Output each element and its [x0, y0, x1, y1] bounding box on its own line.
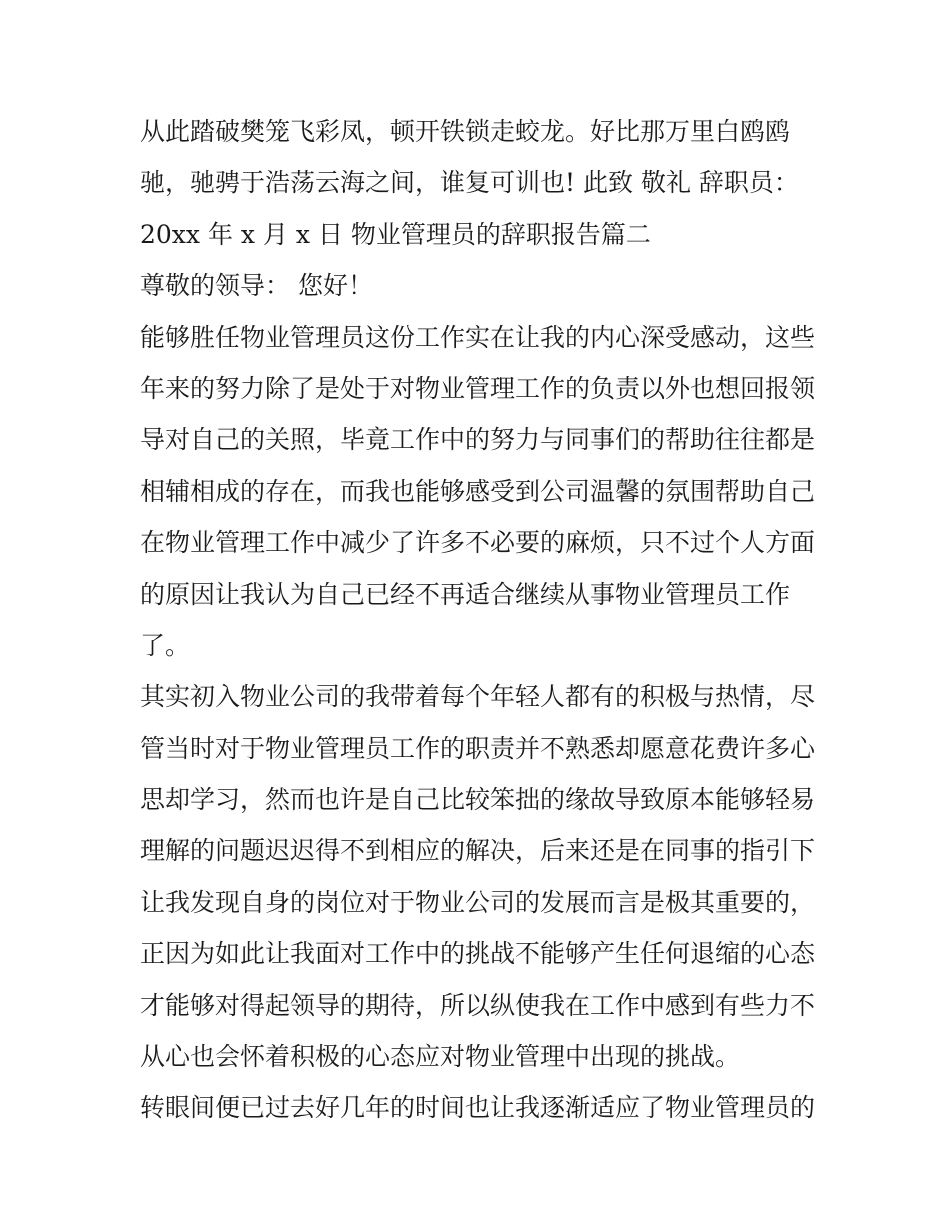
text-line: 从心也会怀着积极的心态应对物业管理中出现的挑战。 [140, 1042, 741, 1072]
text-line: 导对自己的关照，毕竟工作中的努力与同事们的帮助往往都是 [140, 425, 816, 455]
text-line: 了。 [140, 630, 191, 660]
text-line: 在物业管理工作中减少了许多不必要的麻烦，只不过个人方面 [140, 528, 816, 558]
salutation-line: 尊敬的领导： 您好！ [140, 271, 373, 301]
text-line: 从此踏破樊笼飞彩凤，顿开铁锁走蛟龙。好比那万里白鸥鸥 [140, 117, 791, 146]
text-line: 其实初入物业公司的我带着每个年轻人都有的积极与热情，尽 [140, 682, 816, 712]
text-line: 理解的问题迟迟得不到相应的解决，后来还是在同事的指引下 [140, 836, 816, 866]
text-line: 思却学习，然而也许是自己比较笨拙的缘故导致原本能够轻易 [140, 785, 816, 815]
text-line: 管当时对于物业管理员工作的职责并不熟悉却愿意花费许多心 [140, 733, 816, 763]
text-line: 的原因让我认为自己已经不再适合继续从事物业管理员工作 [140, 579, 791, 609]
text-line: 才能够对得起领导的期待，所以纵使我在工作中感到有些力不 [140, 990, 816, 1020]
section-heading-line: 20xx 年 x 月 x 日 物业管理员的辞职报告篇二 [140, 219, 651, 249]
text-line: 能够胜任物业管理员这份工作实在让我的内心深受感动，这些 [140, 322, 816, 352]
text-line: 正因为如此让我面对工作中的挑战不能够产生任何退缩的心态 [140, 939, 816, 969]
text-line: 相辅相成的存在，而我也能够感受到公司温馨的氛围帮助自己 [140, 476, 816, 506]
text-line: 年来的努力除了是处于对物业管理工作的负责以外也想回报领 [140, 373, 816, 403]
text-line: 转眼间便已过去好几年的时间也让我逐渐适应了物业管理员的 [140, 1093, 816, 1123]
text-line: 驰，驰骋于浩荡云海之间，谁复可训也! 此致 敬礼 辞职员： [140, 168, 799, 198]
document-body [140, 106, 815, 1134]
text-line: 让我发现自身的岗位对于物业公司的发展而言是极其重要的， [140, 887, 816, 917]
